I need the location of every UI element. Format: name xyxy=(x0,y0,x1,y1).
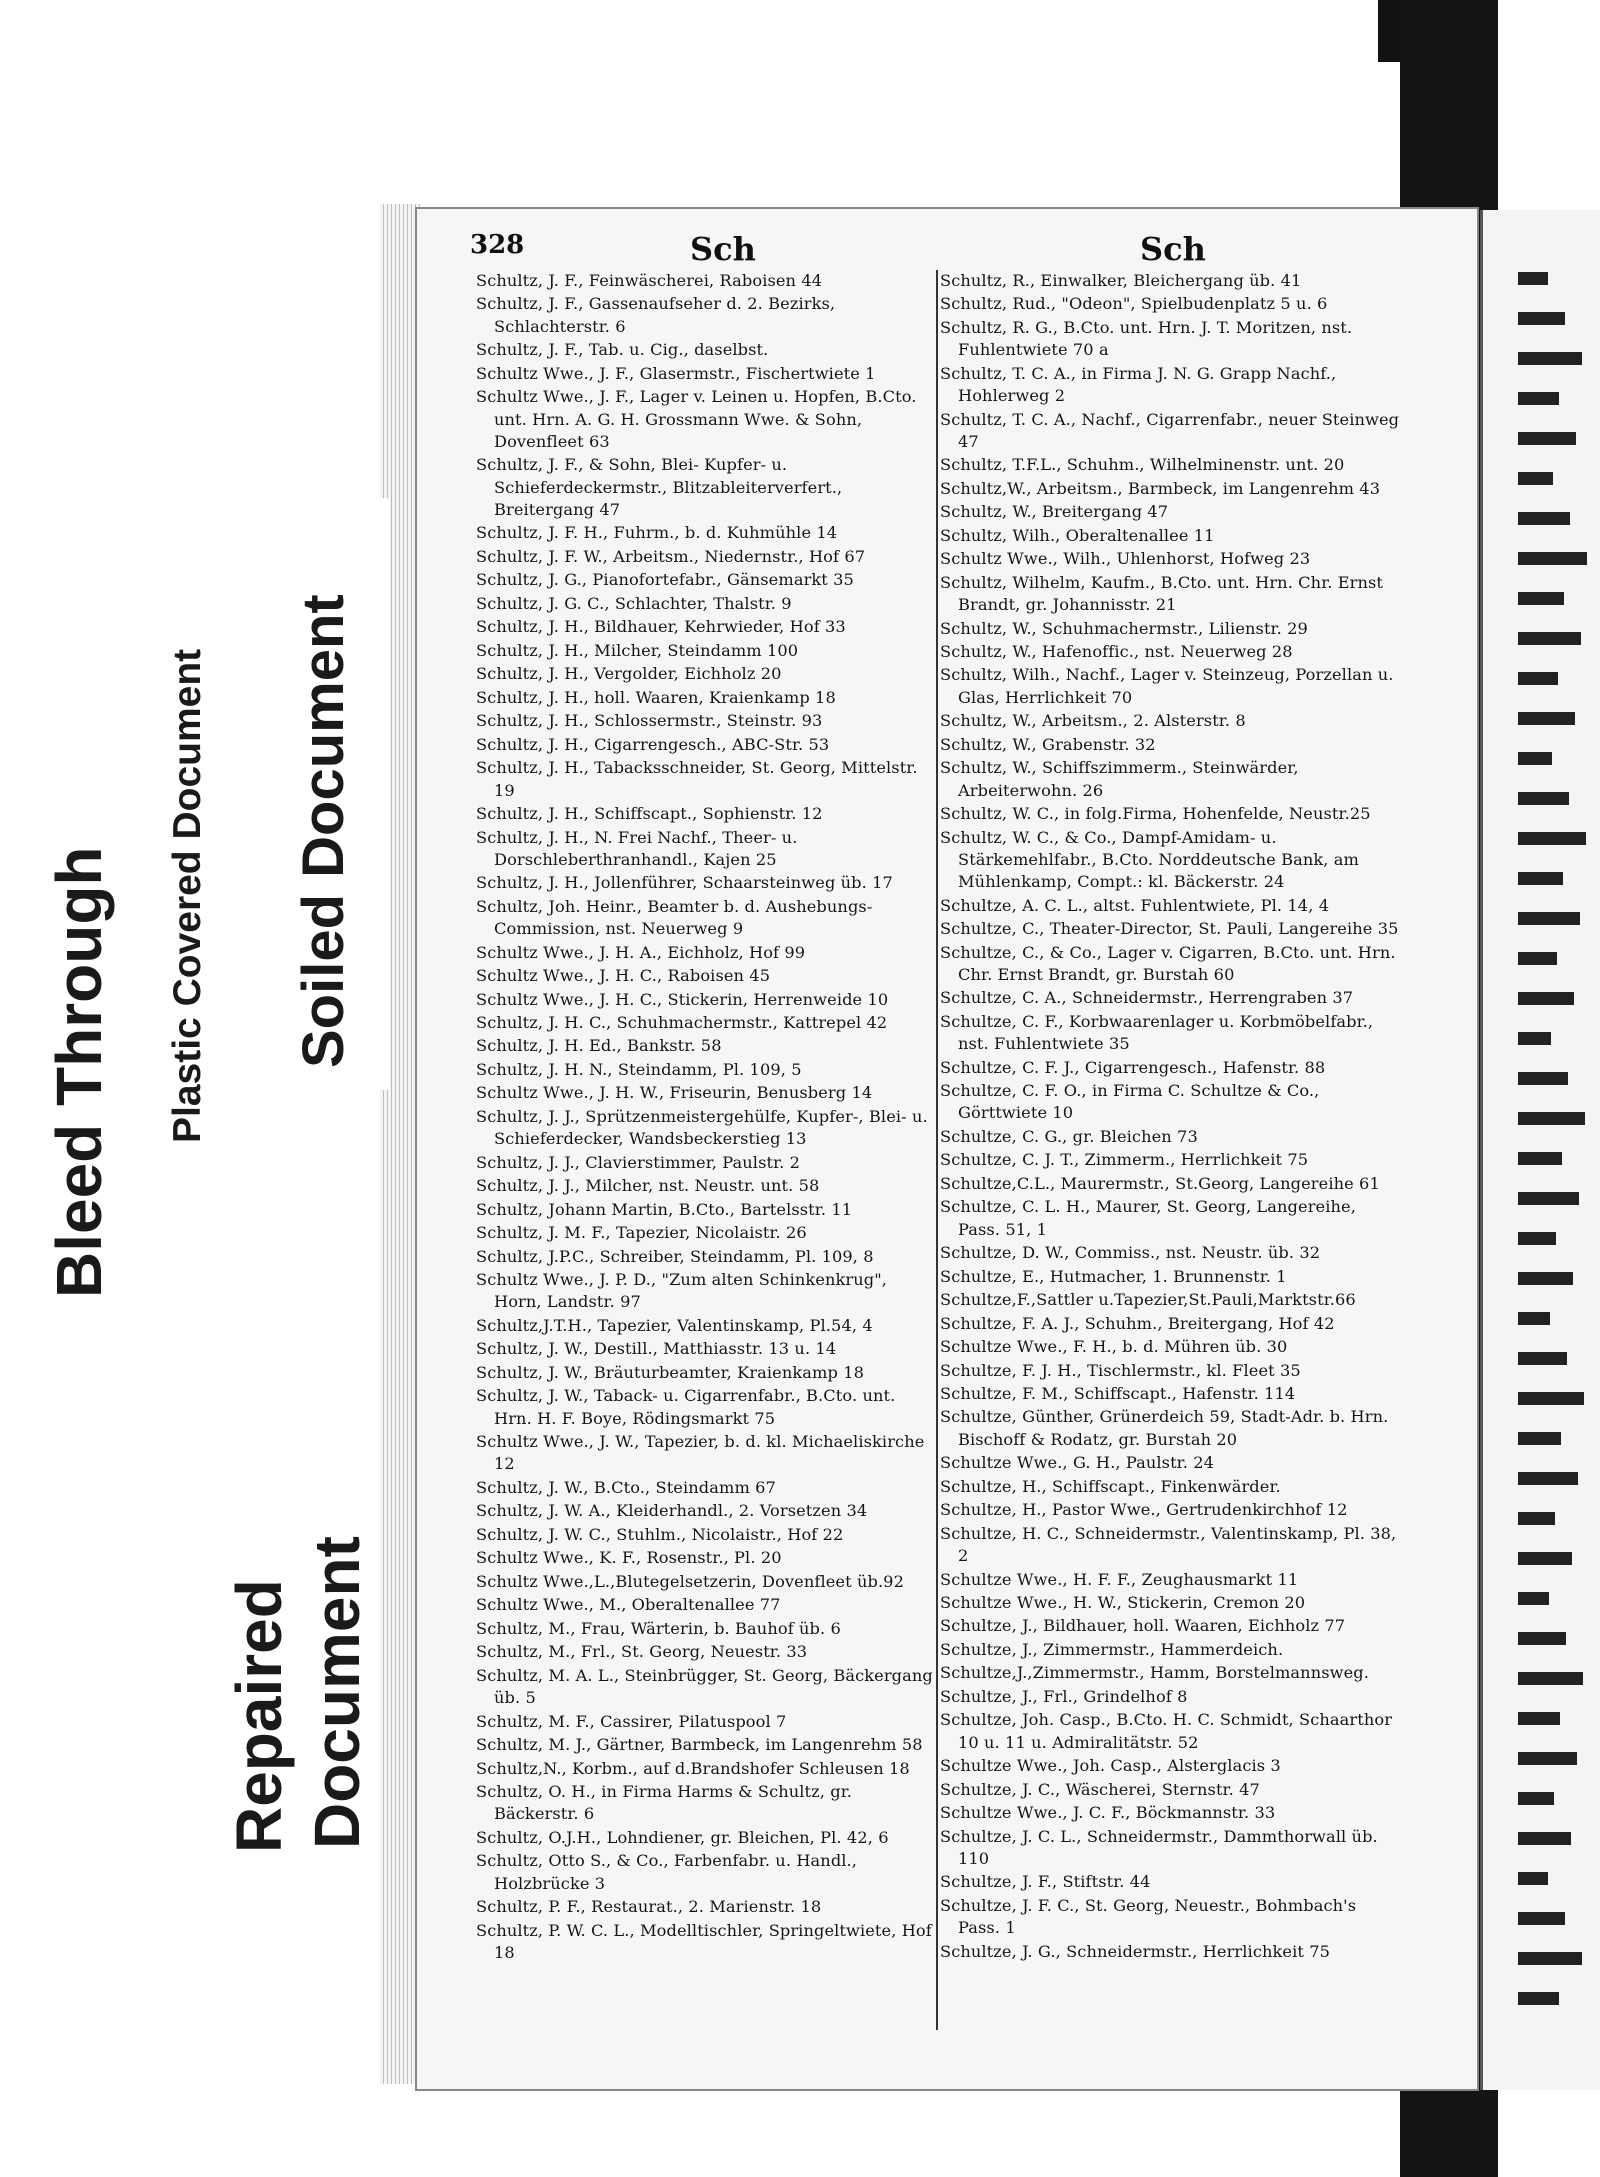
adjacent-page-text-fragment xyxy=(1518,632,1581,645)
directory-entry: Schultz, Wilhelm, Kaufm., B.Cto. unt. Hrn. Chr. Ernst Brandt, gr. Johannisstr. 21 xyxy=(940,572,1384,615)
directory-entry: Schultz, J. W., B.Cto., Steindamm 67 xyxy=(476,1477,776,1497)
directory-entry: Schultz, W., Grabenstr. 32 xyxy=(940,734,1156,754)
directory-entry: Schultze, H., Pastor Wwe., Gertrudenkirchhof 12 xyxy=(940,1500,1348,1520)
directory-entry: Schultze, C. G., gr. Bleichen 73 xyxy=(940,1126,1198,1146)
directory-entry: Schultz, J. F., & Sohn, Blei- Kupfer- u. Schieferdeckermstr., Blitzableiterverfert., Breitergang 47 xyxy=(476,455,843,519)
directory-entry: Schultz, J. G. C., Schlachter, Thalstr. 9 xyxy=(476,593,792,613)
adjacent-page-text-fragment xyxy=(1518,1792,1554,1805)
directory-entry: Schultz,J.T.H., Tapezier, Valentinskamp, Pl.54, 4 xyxy=(476,1315,873,1335)
directory-entry: Schultz, P. F., Restaurat., 2. Marienstr. 18 xyxy=(476,1897,822,1917)
adjacent-page-text-fragment xyxy=(1518,552,1587,565)
directory-entry: Schultz, J. H., N. Frei Nachf., Theer- u. Dorschleberthranhandl., Kajen 25 xyxy=(476,827,798,869)
column-divider xyxy=(936,270,938,2030)
directory-entry: Schultz, J. H., Schiffscapt., Sophienstr. 12 xyxy=(476,804,823,824)
adjacent-page-text-fragment xyxy=(1518,1512,1555,1525)
directory-entry: Schultze, J., Frl., Grindelhof 8 xyxy=(940,1686,1188,1706)
adjacent-page-text-fragment xyxy=(1518,1072,1568,1085)
soiled-document-label xyxy=(262,498,390,1090)
directory-entry: Schultze, J., Zimmermstr., Hammerdeich. xyxy=(940,1639,1284,1659)
adjacent-page-text-fragment xyxy=(1518,472,1553,485)
directory-entry: Schultze, C. F. J., Cigarrengesch., Hafenstr. 88 xyxy=(940,1057,1326,1077)
directory-entry: Schultze, C. A., Schneidermstr., Herrengraben 37 xyxy=(940,988,1354,1008)
directory-entry: Schultz, J. W. C., Stuhlm., Nicolaistr., Hof 22 xyxy=(476,1524,844,1544)
directory-entry: Schultz, J. H. Ed., Bankstr. 58 xyxy=(476,1036,722,1056)
adjacent-page-text-fragment xyxy=(1518,592,1564,605)
plastic-covered-text: Plastic Covered Document xyxy=(166,648,209,1143)
directory-entry: Schultz, J. J., Milcher, nst. Neustr. unt. 58 xyxy=(476,1176,820,1196)
directory-entry: Schultz, J. H. N., Steindamm, Pl. 109, 5 xyxy=(476,1059,802,1079)
directory-entry: Schultz, M. A. L., Steinbrügger, St. Georg, Bäckergang üb. 5 xyxy=(476,1665,933,1708)
adjacent-page-text-fragment xyxy=(1518,1312,1550,1325)
directory-entry: Schultze, J., Bildhauer, holl. Waaren, Eichholz 77 xyxy=(940,1616,1346,1636)
directory-entry: Schultz, W., Schiffszimmerm., Steinwärder, Arbeiterwohn. 26 xyxy=(940,758,1299,800)
directory-entry: Schultz, J. H., Tabacksschneider, St. Georg, Mittelstr. 19 xyxy=(476,758,918,800)
adjacent-page-text-fragment xyxy=(1518,1032,1551,1045)
directory-entry: Schultz, J. H., Cigarrengesch., ABC-Str. 53 xyxy=(476,734,830,754)
directory-entry: Schultze, H. C., Schneidermstr., Valentinskamp, Pl. 38, 2 xyxy=(940,1523,1397,1566)
adjacent-page-text-fragment xyxy=(1518,672,1558,685)
directory-entry: Schultz, J. H., Jollenführer, Schaarsteinweg üb. 17 xyxy=(476,873,893,893)
plastic-covered-label xyxy=(130,553,250,1153)
directory-entry: Schultze Wwe., H. F. F., Zeughausmarkt 11 xyxy=(940,1569,1299,1589)
right-column xyxy=(940,270,1400,1964)
adjacent-page-text-fragment xyxy=(1518,1712,1560,1725)
adjacent-page-text-fragment xyxy=(1518,712,1575,725)
directory-entry: Schultz Wwe., J. H. C., Raboisen 45 xyxy=(476,966,771,986)
directory-entry: Schultze,J.,Zimmermstr., Hamm, Borstelmannsweg. xyxy=(940,1663,1369,1683)
adjacent-page-text-fragment xyxy=(1518,1872,1548,1885)
adjacent-page-text-fragment xyxy=(1518,1952,1582,1965)
repaired-text-line2: Document xyxy=(301,1536,373,1849)
directory-entry: Schultze, H., Schiffscapt., Finkenwärder. xyxy=(940,1476,1281,1496)
adjacent-page-text-fragment xyxy=(1518,1192,1579,1205)
directory-entry: Schultz, J. H., Schlossermstr., Steinstr. 93 xyxy=(476,711,823,731)
adjacent-page-text-fragment xyxy=(1518,1472,1578,1485)
directory-entry: Schultz, Joh. Heinr., Beamter b. d. Aushebungs-Commission, nst. Neuerweg 9 xyxy=(476,896,873,939)
directory-entry: Schultze, Günther, Grünerdeich 59, Stadt-Adr. b. Hrn. Bischoff & Rodatz, gr. Burstah 20 xyxy=(940,1407,1389,1449)
adjacent-page-text-fragment xyxy=(1518,1912,1565,1925)
directory-entry: Schultze, C. F., Korbwaarenlager u. Korbmöbelfabr., nst. Fuhlentwiete 35 xyxy=(940,1011,1374,1054)
directory-entry: Schultz Wwe., J. W., Tapezier, b. d. kl. Michaeliskirche 12 xyxy=(476,1432,925,1474)
adjacent-page-text-fragment xyxy=(1518,1432,1561,1445)
directory-entry: Schultze Wwe., G. H., Paulstr. 24 xyxy=(940,1453,1215,1473)
directory-entry: Schultze, C., & Co., Lager v. Cigarren, B.Cto. unt. Hrn. Chr. Ernst Brandt, gr. Burstah 60 xyxy=(940,942,1396,984)
adjacent-page-text-fragment xyxy=(1518,952,1557,965)
directory-entry: Schultz, J. J., Sprützenmeistergehülfe, Kupfer-, Blei- u. Schieferdecker, Wandsbeckerstieg 13 xyxy=(476,1106,928,1149)
directory-entry: Schultz Wwe., Wilh., Uhlenhorst, Hofweg 23 xyxy=(940,549,1311,569)
directory-entry: Schultz, J. H. C., Schuhmachermstr., Kattrepel 42 xyxy=(476,1013,888,1032)
directory-entry: Schultz Wwe., J. F., Glasermstr., Fischertwiete 1 xyxy=(476,363,876,383)
directory-entry: Schultz, T. C. A., Nachf., Cigarrenfabr., neuer Steinweg 47 xyxy=(940,409,1400,451)
directory-entry: Schultz, W. C., in folg.Firma, Hohenfelde, Neustr.25 xyxy=(940,804,1371,824)
directory-entry: Schultz, J. W., Taback- u. Cigarrenfabr., B.Cto. unt. Hrn. H. F. Boye, Rödingsmarkt 75 xyxy=(476,1386,896,1428)
directory-entry: Schultze, F. A. J., Schuhm., Breitergang, Hof 42 xyxy=(940,1313,1335,1333)
adjacent-page-text-fragment xyxy=(1518,1592,1549,1605)
repaired-document-label xyxy=(200,1393,380,1951)
adjacent-page-text-fragment xyxy=(1518,832,1586,845)
directory-entry: Schultz, J. F., Tab. u. Cig., daselbst. xyxy=(476,340,769,360)
directory-entry: Schultz, Johann Martin, B.Cto., Bartelsstr. 11 xyxy=(476,1199,853,1219)
directory-entry: Schultze, C., Theater-Director, St. Pauli, Langereihe 35 xyxy=(940,919,1399,939)
directory-entry: Schultz, J. J., Clavierstimmer, Paulstr. 2 xyxy=(476,1152,801,1172)
directory-entry: Schultze Wwe., F. H., b. d. Mühren üb. 30 xyxy=(940,1337,1288,1357)
directory-entry: Schultz, J.P.C., Schreiber, Steindamm, Pl. 109, 8 xyxy=(476,1246,874,1266)
directory-entry: Schultze, F. M., Schiffscapt., Hafenstr. 114 xyxy=(940,1384,1296,1403)
directory-entry: Schultze Wwe., Joh. Casp., Alsterglacis 3 xyxy=(940,1756,1281,1776)
directory-entry: Schultz Wwe., J. H. C., Stickerin, Herrenweide 10 xyxy=(476,989,889,1009)
adjacent-page-text-fragment xyxy=(1518,792,1569,805)
adjacent-page-text-fragment xyxy=(1518,872,1563,885)
directory-entry: Schultze Wwe., J. C. F., Böckmannstr. 33 xyxy=(940,1803,1276,1823)
adjacent-page-text-fragment xyxy=(1518,1352,1567,1365)
directory-entry: Schultz, W., Schuhmachermstr., Lilienstr. 29 xyxy=(940,618,1308,638)
directory-entry: Schultz Wwe.,L.,Blutegelsetzerin, Dovenfleet üb.92 xyxy=(476,1571,904,1591)
directory-entry: Schultz, Otto S., & Co., Farbenfabr. u. Handl., Holzbrücke 3 xyxy=(476,1851,858,1893)
directory-entry: Schultz, J. F., Feinwäscherei, Raboisen 44 xyxy=(476,271,823,290)
directory-entry: Schultze, J. C. L., Schneidermstr., Dammthorwall üb. 110 xyxy=(940,1826,1378,1868)
left-column xyxy=(476,270,936,1965)
directory-entry: Schultz, W. C., & Co., Dampf-Amidam- u. Stärkemehlfabr., B.Cto. Norddeutsche Bank, am Mühlenkamp, Compt.: kl. Bäckerstr. 24 xyxy=(940,827,1359,892)
adjacent-page-text-fragment xyxy=(1518,1272,1573,1285)
directory-entry: Schultz, J. F., Gassenaufseher d. 2. Bezirks, Schlachterstr. 6 xyxy=(476,294,836,336)
directory-entry: Schultz, O. H., in Firma Harms & Schultz, gr. Bäckerstr. 6 xyxy=(476,1782,853,1824)
directory-entry: Schultz, Wilh., Nachf., Lager v. Steinzeug, Porzellan u. Glas, Herrlichkeit 70 xyxy=(940,665,1394,707)
adjacent-page-text-fragment xyxy=(1518,1152,1562,1165)
directory-entry: Schultz, O.J.H., Lohndiener, gr. Bleichen, Pl. 42, 6 xyxy=(476,1827,889,1847)
adjacent-page-text-fragment xyxy=(1518,1752,1577,1765)
adjacent-page-text-fragment xyxy=(1518,1392,1584,1405)
directory-entry: Schultze, J. F. C., St. Georg, Neuestr., Bohmbach's Pass. 1 xyxy=(940,1895,1357,1938)
page-header xyxy=(470,230,1470,266)
directory-entry: Schultz, Wilh., Oberaltenallee 11 xyxy=(940,525,1215,545)
repaired-text-line1: Repaired xyxy=(223,1579,295,1853)
directory-entry: Schultze,C.L., Maurermstr., St.Georg, Langereihe 61 xyxy=(940,1173,1380,1193)
directory-entry: Schultz, J. H., holl. Waaren, Kraienkamp 18 xyxy=(476,687,836,707)
directory-entry: Schultz Wwe., K. F., Rosenstr., Pl. 20 xyxy=(476,1548,782,1568)
page-number: 328 xyxy=(470,230,525,260)
directory-entry: Schultz, W., Breitergang 47 xyxy=(940,502,1169,522)
adjacent-page-text-fragment xyxy=(1518,992,1574,1005)
directory-entry: Schultze,F.,Sattler u.Tapezier,St.Pauli,Marktstr.66 xyxy=(940,1290,1356,1310)
directory-entry: Schultz, J. M. F., Tapezier, Nicolaistr. 26 xyxy=(476,1223,807,1243)
directory-entry: Schultz, M., Frl., St. Georg, Neuestr. 33 xyxy=(476,1642,808,1662)
directory-entry: Schultz, Rud., "Odeon", Spielbudenplatz 5 u. 6 xyxy=(940,294,1328,314)
soiled-document-text: Soiled Document xyxy=(291,594,356,1068)
adjacent-page-text-fragment xyxy=(1518,912,1580,925)
page-stack-edge xyxy=(380,204,420,2084)
directory-entry: Schultze, E., Hutmacher, 1. Brunnenstr. 1 xyxy=(940,1266,1287,1286)
adjacent-page-text-fragment xyxy=(1518,1832,1571,1845)
directory-entry: Schultz, R., Einwalker, Bleichergang üb. 41 xyxy=(940,271,1302,290)
adjacent-page-text-fragment xyxy=(1518,312,1565,325)
directory-entry: Schultze, F. J. H., Tischlermstr., kl. Fleet 35 xyxy=(940,1360,1301,1380)
bleed-through-label xyxy=(20,738,130,1318)
directory-entry: Schultz, J. F. H., Fuhrm., b. d. Kuhmühle 14 xyxy=(476,523,838,543)
directory-entry: Schultze, J. F., Stiftstr. 44 xyxy=(940,1872,1151,1892)
directory-entry: Schultz Wwe., J. H. W., Friseurin, Benusberg 14 xyxy=(476,1083,873,1103)
adjacent-page-text-fragment xyxy=(1518,512,1570,525)
directory-entry: Schultz, J. W., Bräuturbeamter, Kraienkamp 18 xyxy=(476,1362,865,1382)
directory-entry: Schultz,W., Arbeitsm., Barmbeck, im Langenrehm 43 xyxy=(940,478,1381,498)
header-right-letters: Sch xyxy=(1140,230,1206,268)
directory-entry: Schultz, P. W. C. L., Modelltischler, Springeltwiete, Hof 18 xyxy=(476,1920,932,1962)
directory-entry: Schultze, C. F. O., in Firma C. Schultze & Co., Görttwiete 10 xyxy=(940,1081,1320,1123)
directory-entry: Schultz, J. F. W., Arbeitsm., Niedernstr., Hof 67 xyxy=(476,546,866,566)
adjacent-page-text-fragment xyxy=(1518,1672,1583,1685)
adjacent-page-fragment xyxy=(1480,210,1600,2090)
directory-entry: Schultz Wwe., J. H. A., Eichholz, Hof 99 xyxy=(476,942,806,962)
directory-entry: Schultz, R. G., B.Cto. unt. Hrn. J. T. Moritzen, nst. Fuhlentwiete 70 a xyxy=(940,317,1353,360)
header-left-letters: Sch xyxy=(690,230,756,268)
directory-entry: Schultz, W., Arbeitsm., 2. Alsterstr. 8 xyxy=(940,711,1246,731)
directory-entry: Schultze, D. W., Commiss., nst. Neustr. üb. 32 xyxy=(940,1243,1321,1263)
directory-entry: Schultz, J. W. A., Kleiderhandl., 2. Vorsetzen 34 xyxy=(476,1501,868,1521)
directory-entry: Schultz, T.F.L., Schuhm., Wilhelminenstr. unt. 20 xyxy=(940,455,1345,475)
adjacent-page-text-fragment xyxy=(1518,1112,1585,1125)
adjacent-page-text-fragment xyxy=(1518,1992,1559,2005)
directory-entry: Schultz, J. G., Pianofortefabr., Gänsemarkt 35 xyxy=(476,570,854,590)
directory-entry: Schultze, A. C. L., altst. Fuhlentwiete, Pl. 14, 4 xyxy=(940,895,1330,915)
directory-entry: Schultz, J. H., Milcher, Steindamm 100 xyxy=(476,640,799,660)
adjacent-page-text-fragment xyxy=(1518,1552,1572,1565)
adjacent-page-text-fragment xyxy=(1518,432,1576,445)
directory-entry: Schultz Wwe., M., Oberaltenallee 77 xyxy=(476,1595,781,1615)
directory-entry: Schultze, C. L. H., Maurer, St. Georg, Langereihe, Pass. 51, 1 xyxy=(940,1197,1356,1239)
directory-entry: Schultz, J. W., Destill., Matthiasstr. 13 u. 14 xyxy=(476,1339,837,1359)
directory-entry: Schultz, J. H., Vergolder, Eichholz 20 xyxy=(476,664,782,684)
directory-entry: Schultz, T. C. A., in Firma J. N. G. Grapp Nachf., Hohlerweg 2 xyxy=(940,363,1337,406)
adjacent-page-text-fragment xyxy=(1518,1232,1556,1245)
directory-entry: Schultze, Joh. Casp., B.Cto. H. C. Schmidt, Schaarthor 10 u. 11 u. Admiralitätstr. 52 xyxy=(940,1710,1393,1752)
directory-entry: Schultze, J. G., Schneidermstr., Herrlichkeit 75 xyxy=(940,1941,1331,1961)
directory-entry: Schultz, W., Hafenoffic., nst. Neuerweg 28 xyxy=(940,642,1293,661)
bleed-through-text: Bleed Through xyxy=(43,846,115,1298)
directory-entry: Schultz, M., Frau, Wärterin, b. Bauhof üb. 6 xyxy=(476,1618,841,1638)
directory-entry: Schultze, C. J. T., Zimmerm., Herrlichkeit 75 xyxy=(940,1150,1309,1170)
adjacent-page-text-fragment xyxy=(1518,392,1559,405)
directory-entry: Schultz,N., Korbm., auf d.Brandshofer Schleusen 18 xyxy=(476,1758,910,1778)
adjacent-page-text-fragment xyxy=(1518,352,1582,365)
adjacent-page-text-fragment xyxy=(1518,272,1548,285)
directory-entry: Schultz, J. H., Bildhauer, Kehrwieder, Hof 33 xyxy=(476,617,846,637)
adjacent-page-text-fragment xyxy=(1518,752,1552,765)
directory-entry: Schultze, J. C., Wäscherei, Sternstr. 47 xyxy=(940,1779,1260,1799)
directory-entry: Schultz, M. F., Cassirer, Pilatuspool 7 xyxy=(476,1711,787,1731)
directory-entry: Schultz Wwe., J. F., Lager v. Leinen u. Hopfen, B.Cto. unt. Hrn. A. G. H. Grossmann Wwe. & Sohn, Dovenfleet 63 xyxy=(476,387,917,451)
directory-entry: Schultz, M. J., Gärtner, Barmbeck, im Langenrehm 58 xyxy=(476,1735,923,1755)
directory-entry: Schultz Wwe., J. P. D., "Zum alten Schinkenkrug", Horn, Landstr. 97 xyxy=(476,1270,888,1312)
adjacent-page-text-fragment xyxy=(1518,1632,1566,1645)
directory-entry: Schultze Wwe., H. W., Stickerin, Cremon 20 xyxy=(940,1592,1306,1612)
